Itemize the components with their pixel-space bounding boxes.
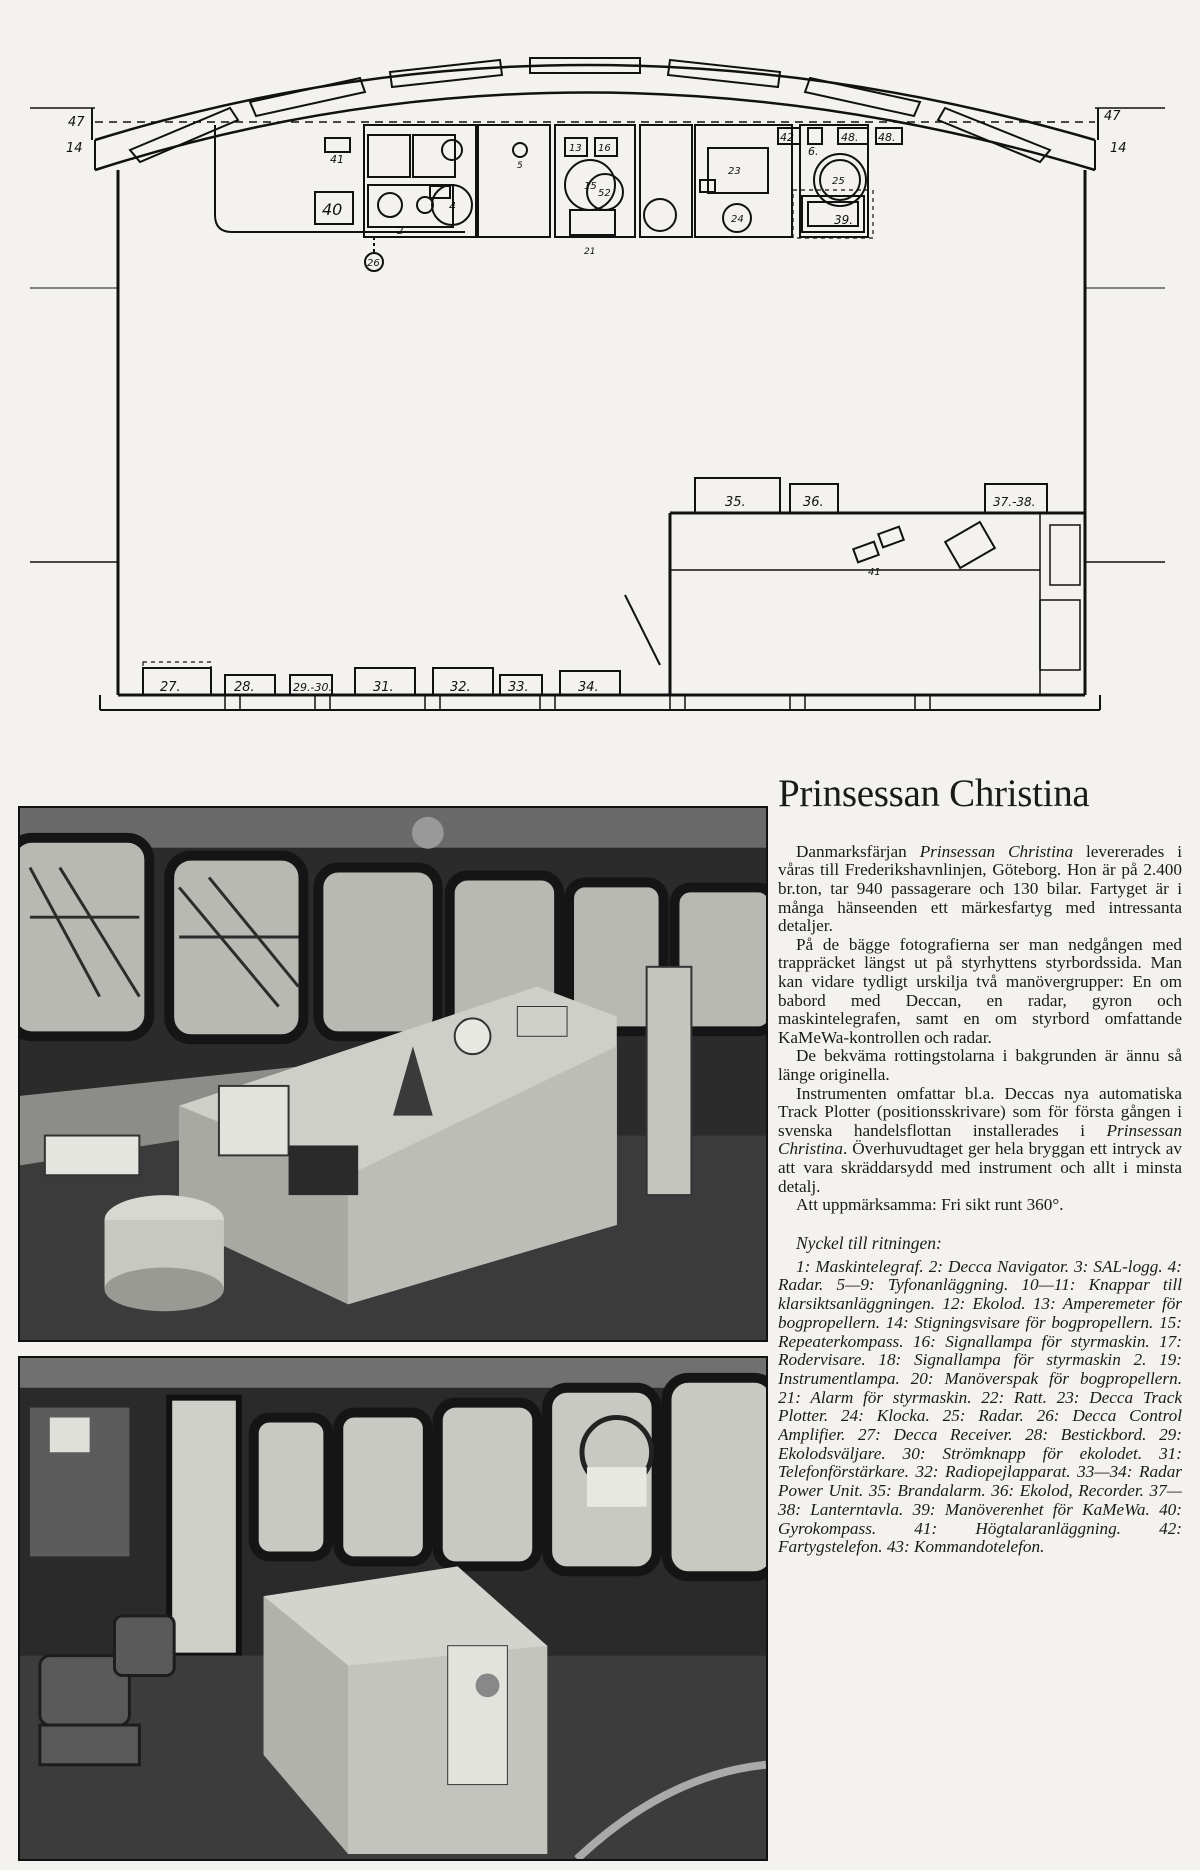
plan-label-34: 34. bbox=[578, 680, 599, 695]
plan-label-41-bottom: 41 bbox=[868, 567, 881, 578]
article-paragraph-5: Att uppmärksamma: Fri sikt runt 360°. bbox=[796, 1195, 1064, 1215]
plan-label-39: 39. bbox=[834, 213, 854, 227]
plan-label-13: 13 bbox=[569, 143, 582, 154]
p4-ship-name: Prinsessan Christina bbox=[778, 1120, 1182, 1159]
article-title: Prinsessan Christina bbox=[778, 772, 1090, 815]
plan-label-14-right: 14 bbox=[1110, 141, 1127, 156]
plan-label-28: 28. bbox=[234, 680, 255, 695]
plan-label-35: 35. bbox=[725, 495, 746, 510]
plan-label-6: 6. bbox=[808, 145, 819, 158]
plan-label-47-right: 47 bbox=[1104, 109, 1121, 124]
plan-label-27: 27. bbox=[160, 680, 181, 695]
p1-text-a: Danmarksfärjan bbox=[796, 841, 920, 861]
plan-label-42: 42 bbox=[780, 131, 794, 144]
p1-text-b: levererades i våras till Frederikshavnlinjen, Göteborg. Hon är på 2.400 br.ton, tar 940 passagerare och 130 bilar. Fartyget är i många hänseenden ett märkesfartyg med intressanta detaljer. bbox=[778, 841, 1182, 936]
plan-label-26: 26 bbox=[367, 258, 380, 269]
plan-label-24: 24 bbox=[731, 214, 744, 225]
plan-label-32: 32. bbox=[450, 680, 471, 695]
plan-label-37-38: 37.-38. bbox=[993, 495, 1036, 509]
key-legend-text: 1: Maskintelegraf. 2: Decca Navigator. 3: SAL-logg. 4: Radar. 5—9: Tyfonanläggning. 10—11: Knappar till klarsiktsanläggningen. 12: Ekolod. 13: Amperemeter för bogpropellern. 14: Stigningsvisare för bogpropellern. 15: Repeaterkompass. 16: Signallampa för styrmaskin. 17: Rodervisare. 18: Signallampa för styrmaskin 2. 19: Instrumentlampa. 20: Manöverspak för bogpropellern. 21: Alarm för styrmaskin. 22: Ratt. 23: Decca Track Plotter. 24: Klocka. 25: Radar. 26: Decca Control Amplifier. 27: Decca Receiver. 28: Bestickbord. 29: Ekolodsväljare. 30: Strömknapp för ekolodet. 31: Telefonförstärkare. 32: Radiopejlapparat. 33—34: Radar Power Unit. 35: Brandalarm. 36: Ekolod, Recorder. 37—38: Lanterntavla. 39: Manöverenhet för KaMeWa. 40: Gyrokompass. 41: Högtalaranläggning. 42: Fartygstelefon. 43: Kommandotelefon. bbox=[778, 1256, 1182, 1557]
plan-label-48-a: 48. bbox=[841, 131, 859, 144]
plan-label-2: 2 bbox=[397, 226, 404, 237]
plan-label-23: 23 bbox=[728, 166, 741, 177]
plan-label-5: 5 bbox=[517, 161, 523, 171]
plan-label-15: 15 bbox=[584, 181, 597, 192]
plan-label-48-b: 48. bbox=[878, 131, 896, 144]
article-column bbox=[778, 772, 1182, 1862]
plan-label-25: 25 bbox=[832, 176, 845, 187]
article-paragraph-3: De bekväma rottingstolarna i bakgrunden är ännu så länge originella. bbox=[778, 1046, 1182, 1084]
bridge-floor-plan bbox=[0, 0, 1200, 730]
plan-label-41-top: 41 bbox=[330, 153, 344, 166]
bridge-photo-forward-view bbox=[18, 806, 768, 1342]
plan-label-33: 33. bbox=[508, 680, 529, 695]
plan-label-16: 16 bbox=[598, 143, 611, 154]
plan-label-4: 4 bbox=[449, 200, 456, 213]
p1-ship-name: Prinsessan Christina bbox=[919, 841, 1074, 861]
article-paragraph-2: På de bägge fotografierna ser man nedgången med trappräcket längst ut på styrhyttens styrbordssida. Man kan vidare tydligt urskilja två manövergrupper: En om babord med Deccan, en radar, gyron och maskintelegrafen, samt en om styrbord omfattande KaMeWa-kontrollen och radar. bbox=[778, 934, 1182, 1047]
plan-label-29-30: 29.-30. bbox=[293, 681, 332, 694]
plan-label-21: 21 bbox=[584, 247, 596, 257]
key-title: Nyckel till ritningen: bbox=[796, 1232, 942, 1253]
article-paragraph-4 bbox=[778, 1085, 1182, 1197]
floor-plan-drawing bbox=[0, 0, 1200, 730]
p4-text-b: . Överhuvudtaget ger hela bryggan ett intryck av att vara skräddarsydd med instrument och allt i minsta detalj. bbox=[778, 1139, 1182, 1196]
bridge-photo-rear-view bbox=[18, 1356, 768, 1861]
bridge-photo-illustration-2 bbox=[20, 1358, 766, 1859]
article-paragraph-1 bbox=[778, 843, 1182, 936]
plan-label-47-left: 47 bbox=[68, 115, 85, 130]
plan-label-36: 36. bbox=[803, 495, 824, 510]
plan-label-40: 40 bbox=[322, 200, 343, 219]
plan-label-31: 31. bbox=[373, 680, 394, 695]
bridge-photo-illustration bbox=[20, 808, 766, 1340]
plan-label-52: 52 bbox=[598, 188, 611, 199]
p4-text-a: Instrumenten omfattar bl.a. Deccas nya automatiska Track Plotter (positionsskrivare) som för första gången i svenska handelsflottan installerades i bbox=[778, 1083, 1182, 1140]
plan-label-14-left: 14 bbox=[66, 141, 83, 156]
